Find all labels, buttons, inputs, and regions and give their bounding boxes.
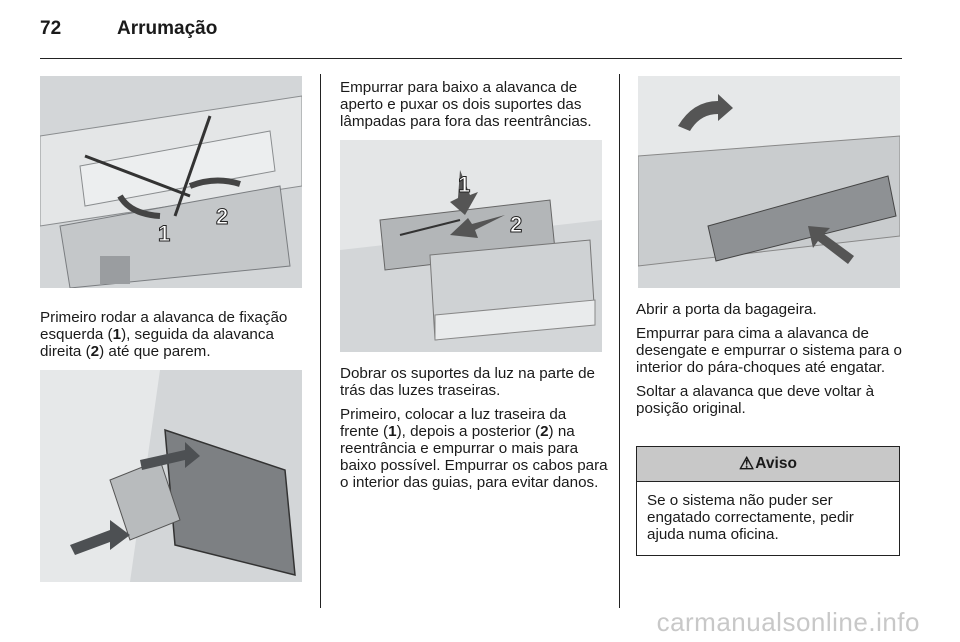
warning-box xyxy=(636,446,900,556)
col2-intro-paragraph: Empurrar para baixo a alavanca de aperto e puxar os dois suportes das lâmpadas para fora das reentrâncias. xyxy=(340,79,592,130)
column-divider-1 xyxy=(320,74,321,608)
col2-intro xyxy=(340,79,608,137)
col3-paragraph-2: Empurrar para cima a alavanca de desengate e empurrar o sistema para o interior do pára-choques até engatar. xyxy=(636,325,902,376)
warning-header xyxy=(637,447,899,482)
warning-body: Se o sistema não puder ser engatado correctamente, pedir ajuda numa oficina. xyxy=(647,492,854,543)
col2-paragraph-1: Dobrar os suportes da luz na parte de trás das luzes traseiras. xyxy=(340,365,595,399)
callout-number: 1 xyxy=(158,221,171,246)
col2-text xyxy=(340,365,608,498)
page-number: 72 xyxy=(40,18,62,39)
column-divider-2 xyxy=(619,74,620,608)
col2-paragraph-2: Primeiro, colocar a luz traseira da frente (1), depois a posterior (2) na reentrância e empurrar o mais para baixo possível. Empurrar os cabos para o interior das guias, para evitar danos. xyxy=(340,406,608,491)
illustration-lock-levers xyxy=(40,76,302,288)
col1-text xyxy=(40,309,308,367)
warning-triangle-icon: ⚠ xyxy=(739,454,755,473)
col1-paragraph: Primeiro rodar a alavanca de fixação esquerda (1), seguida da alavanca direita (2) até que parem. xyxy=(40,309,288,360)
callout-number: 2 xyxy=(216,204,229,229)
callout-number: 2 xyxy=(510,212,523,237)
illustration-bumper-system xyxy=(638,76,900,288)
header-rule xyxy=(40,58,902,59)
col3-paragraph-1: Abrir a porta da bagageira. xyxy=(636,301,817,318)
col3-text xyxy=(636,301,902,424)
page-title: Arrumação xyxy=(117,18,218,39)
illustration-lamp-holder xyxy=(40,370,302,582)
callout-number: 1 xyxy=(458,172,471,197)
watermark: carmanualsonline.info xyxy=(656,607,920,637)
illustration-lamp-supports xyxy=(340,140,602,352)
col3-paragraph-3: Soltar a alavanca que deve voltar à posição original. xyxy=(636,383,875,417)
warning-title: Aviso xyxy=(755,455,797,472)
